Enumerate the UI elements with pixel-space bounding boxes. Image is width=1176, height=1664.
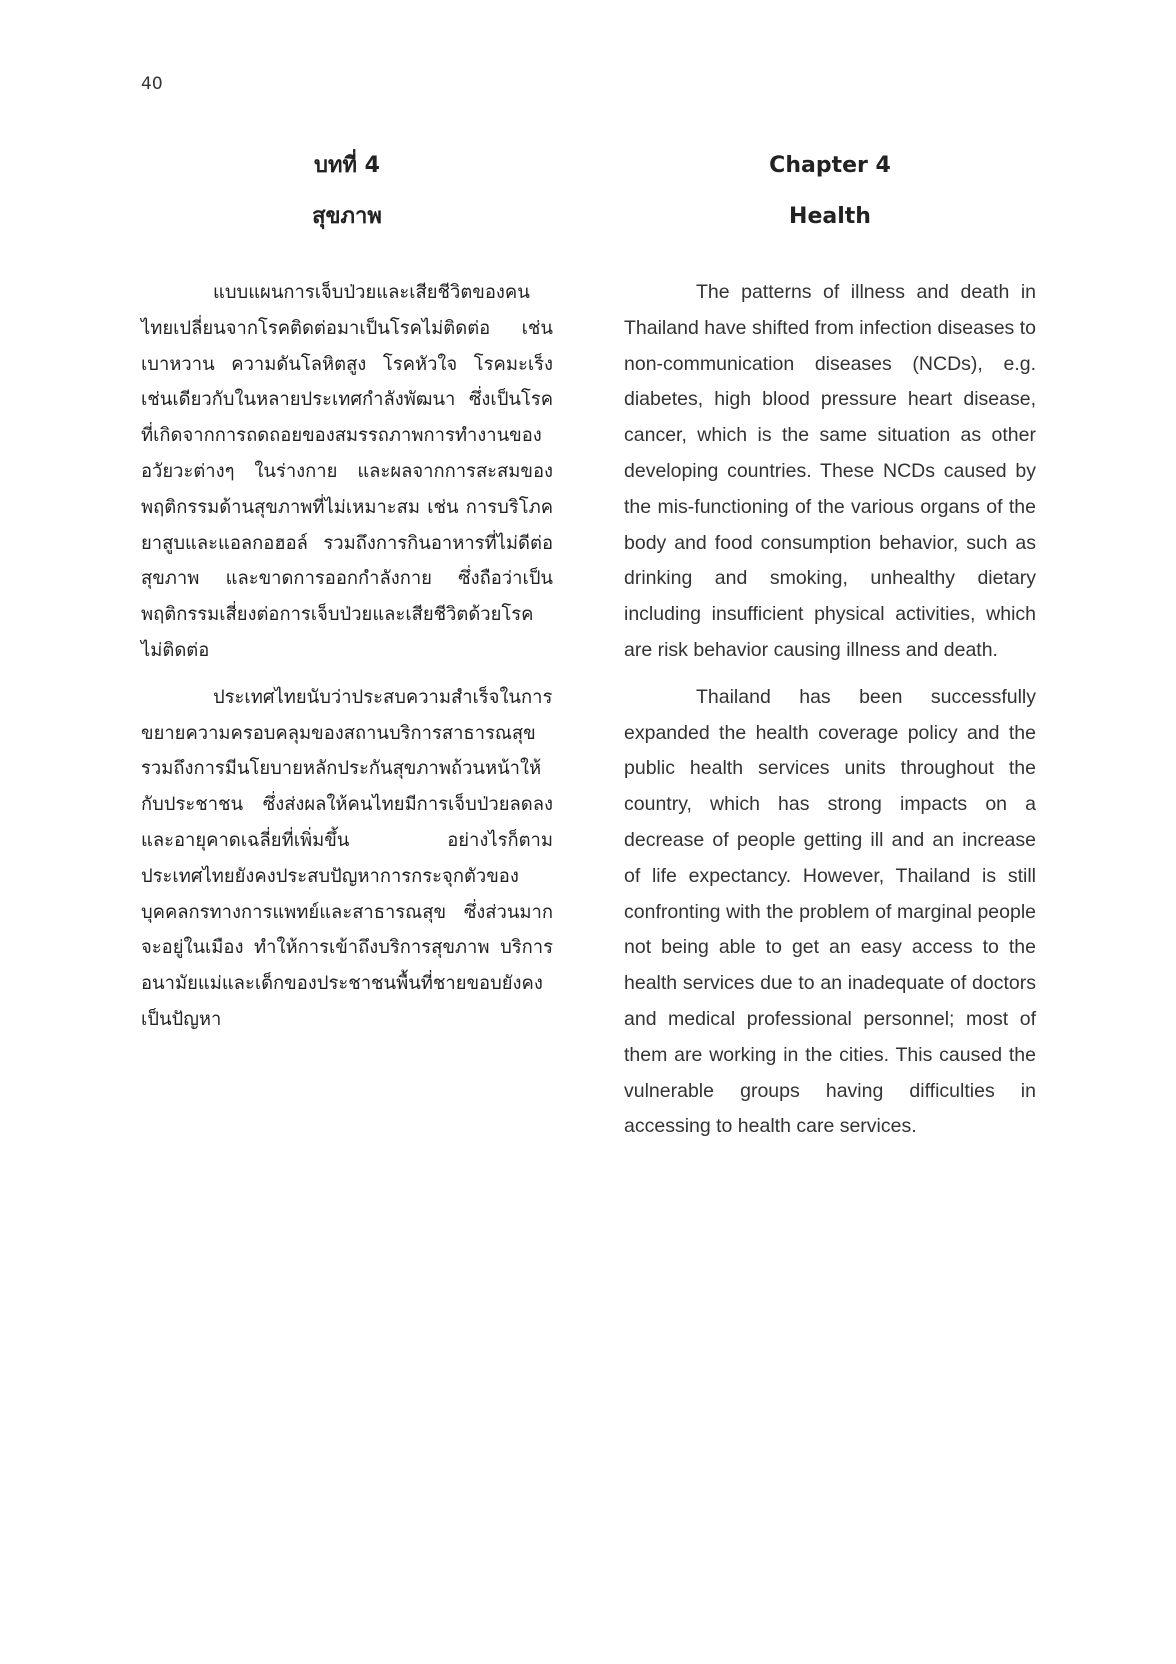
english-paragraph-2: Thailand has been successfully expanded the health coverage policy and the public health services units throughout the country, which has strong impacts on a decrease of people getting ill and an increase of life expectancy. However, Thailand is still confronting with the problem of marginal people not being able to get an easy access to the health services due to an inadequate of doctors and medical professional personnel; most of them are working in the cities. This caused the vulnerable groups having difficulties in accessing to health care services. <box>624 685 1036 1138</box>
thai-chapter-number: บทที่ 4 <box>314 153 380 178</box>
english-body <box>624 275 1036 1156</box>
thai-paragraph-1: แบบแผนการเจ็บป่วยและเสียชีวิตของคนไทยเปลี่ยนจากโรคติดต่อมาเป็นโรคไม่ติดต่อ เช่น เบาหวาน ความดันโลหิตสูง โรคหัวใจ โรคมะเร็ง เช่นเดียวกับในหลายประเทศกำลังพัฒนา ซึ่งเป็นโรคที่เกิดจากการถดถอยของสมรรถภาพการทำงานของอวัยวะต่างๆ ในร่างกาย และผลจากการสะสมของพฤติกรรมด้านสุขภาพที่ไม่เหมาะสม เช่น การบริโภคยาสูบและแอลกอฮอล์ รวมถึงการกินอาหารที่ไม่ดีต่อสุขภาพ และขาดการออกกำลังกาย ซึ่งถือว่าเป็นพฤติกรรมเสี่ยงต่อการเจ็บป่วยและเสียชีวิตด้วยโรคไม่ติดต่อ <box>141 282 553 661</box>
page-number: 40 <box>141 74 163 94</box>
english-chapter-title: Health <box>789 204 871 229</box>
thai-body <box>141 275 553 1049</box>
thai-paragraph-2: ประเทศไทยนับว่าประสบความสำเร็จในการขยายความครอบคลุมของสถานบริการสาธารณสุข รวมถึงการมีนโยบายหลักประกันสุขภาพถ้วนหน้าให้กับประชาชน ซึ่งส่งผลให้คนไทยมีการเจ็บป่วยลดลง และอายุคาดเฉลี่ยที่เพิ่มขึ้น อย่างไรก็ตามประเทศไทยยังคงประสบปัญหาการกระจุกตัวของบุคคลกรทางการแพทย์และสาธารณสุข ซึ่งส่วนมากจะอยู่ในเมือง ทำให้การเข้าถึงบริการสุขภาพ บริการอนามัยแม่และเด็กของประชาชนพื้นที่ชายขอบยังคงเป็นปัญหา <box>141 686 553 1030</box>
thai-chapter-title: สุขภาพ <box>312 204 382 229</box>
english-paragraph-1: The patterns of illness and death in Thailand have shifted from infection diseases to non-communication diseases (NCDs), e.g. diabetes, high blood pressure heart disease, cancer, which is the same situation as other developing countries. These NCDs caused by the mis-functioning of the various organs of the body and food consumption behavior, such as drinking and smoking, unhealthy dietary including insufficient physical activities, which are risk behavior causing illness and death. <box>624 281 1036 661</box>
english-chapter-number: Chapter 4 <box>769 153 891 178</box>
